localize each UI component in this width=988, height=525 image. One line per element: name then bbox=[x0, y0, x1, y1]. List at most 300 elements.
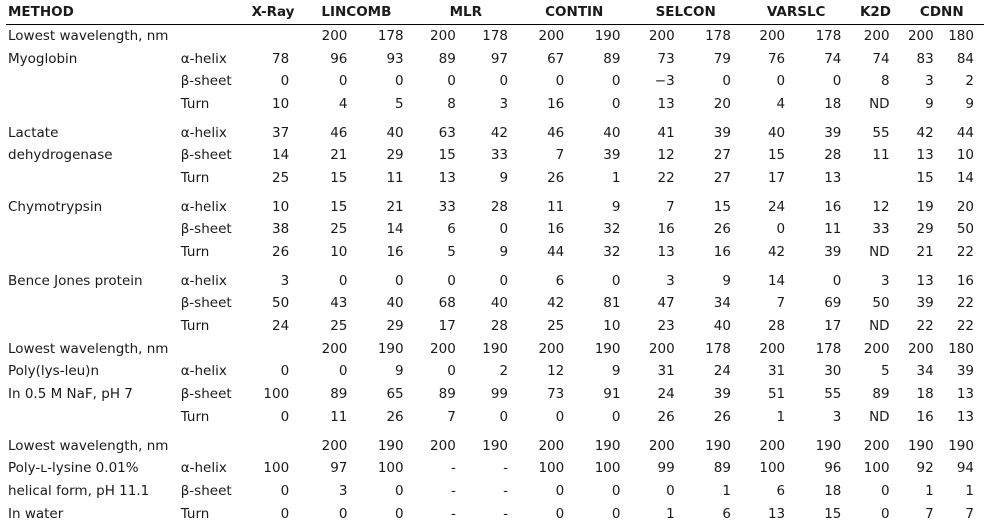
table-cell: 1 bbox=[776, 408, 786, 425]
table-cell: 178 bbox=[482, 27, 509, 44]
table-cell: 0 bbox=[338, 272, 348, 289]
table-cell: 0 bbox=[499, 221, 509, 238]
table-cell: 20 bbox=[713, 95, 731, 112]
table-cell: 67 bbox=[547, 50, 565, 67]
table-cell: 7 bbox=[965, 505, 974, 522]
table-cell: 0 bbox=[555, 482, 565, 499]
table-cell: 0 bbox=[395, 482, 404, 499]
table-cell: 16 bbox=[386, 244, 404, 261]
table-cell: 5 bbox=[395, 95, 404, 112]
row-label: dehydrogenase bbox=[8, 147, 113, 164]
table-cell: 0 bbox=[611, 408, 621, 425]
row-label: In water bbox=[8, 505, 64, 522]
table-cell bbox=[247, 337, 299, 360]
table-cell: 0 bbox=[280, 505, 290, 522]
table-cell: 190 bbox=[482, 340, 509, 357]
table-cell: 11 bbox=[330, 408, 348, 425]
table-cell: 50 bbox=[271, 295, 290, 312]
table-cell: 33 bbox=[438, 198, 456, 215]
structure-label bbox=[179, 337, 247, 360]
table-cell: 12 bbox=[547, 363, 565, 380]
row-label bbox=[6, 292, 179, 315]
table-cell: 40 bbox=[767, 124, 786, 141]
table-cell: 200 bbox=[538, 340, 565, 357]
table-row bbox=[6, 167, 984, 190]
table-cell: 0 bbox=[395, 505, 404, 522]
table-cell: 0 bbox=[776, 73, 786, 90]
table-cell: 18 bbox=[824, 95, 842, 112]
secondary-structure-table bbox=[6, 0, 984, 525]
table-cell: 200 bbox=[538, 27, 565, 44]
table-cell: 43 bbox=[330, 295, 348, 312]
table-cell: 1 bbox=[722, 482, 731, 499]
header-contin: CONTIN bbox=[545, 3, 604, 20]
table-cell: 0 bbox=[832, 272, 842, 289]
table-cell: 65 bbox=[386, 386, 404, 403]
table-cell: 10 bbox=[330, 244, 348, 261]
table-cell: 89 bbox=[603, 50, 621, 67]
table-cell: 50 bbox=[956, 221, 974, 238]
table-cell: 0 bbox=[611, 272, 621, 289]
table-cell: 100 bbox=[863, 460, 890, 477]
table-cell: 190 bbox=[815, 437, 842, 454]
table-row bbox=[6, 189, 984, 218]
table-cell: 0 bbox=[611, 73, 621, 90]
table-cell: 5 bbox=[880, 363, 890, 380]
table-cell: 3 bbox=[338, 482, 348, 499]
table-cell: 84 bbox=[956, 50, 974, 67]
table-cell: 190 bbox=[482, 437, 509, 454]
table-cell: 13 bbox=[657, 95, 675, 112]
table-cell: 6 bbox=[447, 221, 456, 238]
structure-label: Turn bbox=[180, 408, 210, 425]
table-cell: 200 bbox=[863, 340, 890, 357]
table-cell: 26 bbox=[386, 408, 404, 425]
table-cell: 39 bbox=[956, 363, 974, 380]
table-cell: 11 bbox=[547, 198, 565, 215]
row-label bbox=[6, 218, 179, 241]
table-cell: 17 bbox=[824, 318, 842, 335]
table-cell: 30 bbox=[824, 363, 842, 380]
table-cell: 11 bbox=[872, 147, 890, 164]
table-cell: 9 bbox=[722, 272, 731, 289]
table-cell: 42 bbox=[547, 295, 565, 312]
table-cell: 0 bbox=[447, 272, 456, 289]
structure-label: α-helix bbox=[180, 363, 227, 380]
table-cell: 42 bbox=[916, 124, 934, 141]
table-cell: 0 bbox=[338, 363, 348, 380]
table-cell: ND bbox=[869, 244, 890, 261]
header-xray: X-Ray bbox=[251, 3, 295, 20]
table-cell: 10 bbox=[603, 318, 621, 335]
table-cell: 0 bbox=[611, 95, 621, 112]
table-row bbox=[6, 337, 984, 360]
table-cell: 4 bbox=[776, 95, 786, 112]
structure-label: β-sheet bbox=[180, 386, 232, 403]
table-cell: 11 bbox=[824, 221, 842, 238]
table-cell: 19 bbox=[916, 198, 934, 215]
table-row bbox=[6, 502, 984, 525]
table-cell: 50 bbox=[872, 295, 890, 312]
structure-label: β-sheet bbox=[180, 482, 232, 499]
table-cell: 0 bbox=[832, 73, 842, 90]
table-cell: 38 bbox=[271, 221, 290, 238]
table-cell: 100 bbox=[538, 460, 565, 477]
row-label: Lactate bbox=[8, 124, 59, 141]
table-cell: 24 bbox=[657, 386, 675, 403]
table-cell: 7 bbox=[555, 147, 565, 164]
table-cell: 6 bbox=[555, 272, 565, 289]
table-cell: 81 bbox=[603, 295, 621, 312]
table-cell: 200 bbox=[907, 340, 934, 357]
table-row bbox=[6, 428, 984, 457]
table-cell: 200 bbox=[538, 437, 565, 454]
table-cell: 22 bbox=[657, 169, 675, 186]
table-cell: 21 bbox=[916, 244, 934, 261]
table-cell: 100 bbox=[263, 386, 290, 403]
table-cell: 89 bbox=[872, 386, 890, 403]
table-cell: 9 bbox=[499, 169, 509, 186]
header-lincomb: LINCOMB bbox=[321, 3, 392, 20]
table-cell: 10 bbox=[271, 95, 290, 112]
table-cell: 7 bbox=[447, 408, 456, 425]
table-cell: 0 bbox=[555, 408, 565, 425]
row-label: Lowest wavelength, nm bbox=[8, 340, 169, 357]
table-cell: 190 bbox=[594, 27, 621, 44]
table-cell: 200 bbox=[321, 27, 348, 44]
structure-label: Turn bbox=[180, 169, 210, 186]
table-cell: 55 bbox=[872, 124, 890, 141]
table-row bbox=[6, 315, 984, 338]
table-cell: 14 bbox=[956, 169, 974, 186]
table-cell: - bbox=[450, 505, 456, 522]
table-cell: 17 bbox=[767, 169, 786, 186]
header-k2d: K2D bbox=[859, 3, 891, 20]
table-cell: 16 bbox=[956, 272, 974, 289]
table-cell: 0 bbox=[666, 482, 675, 499]
structure-label: α-helix bbox=[180, 272, 227, 289]
table-cell: 46 bbox=[330, 124, 348, 141]
table-cell: 89 bbox=[438, 50, 456, 67]
table-cell: 200 bbox=[430, 437, 456, 454]
table-cell bbox=[247, 428, 299, 457]
table-cell: 69 bbox=[824, 295, 842, 312]
table-cell: 15 bbox=[824, 505, 842, 522]
table-cell: 15 bbox=[713, 198, 731, 215]
table-cell: 16 bbox=[547, 95, 565, 112]
table-cell: 22 bbox=[916, 318, 934, 335]
table-cell: 200 bbox=[321, 437, 348, 454]
row-label: Myoglobin bbox=[8, 50, 78, 67]
table-cell: 7 bbox=[666, 198, 675, 215]
table-cell: 178 bbox=[705, 340, 731, 357]
table-cell: 21 bbox=[330, 147, 348, 164]
table-cell: 13 bbox=[916, 147, 934, 164]
table-cell: 13 bbox=[657, 244, 675, 261]
table-cell: 200 bbox=[907, 27, 934, 44]
table-cell: 73 bbox=[657, 50, 675, 67]
table-cell: 0 bbox=[447, 73, 456, 90]
table-cell: 7 bbox=[925, 505, 934, 522]
table-cell: 16 bbox=[824, 198, 842, 215]
table-cell: 190 bbox=[705, 437, 731, 454]
table-cell: 28 bbox=[824, 147, 842, 164]
table-cell: 25 bbox=[330, 221, 348, 238]
structure-label bbox=[179, 428, 247, 457]
table-cell: 27 bbox=[713, 147, 731, 164]
table-cell: 16 bbox=[657, 221, 675, 238]
table-cell: 0 bbox=[776, 221, 786, 238]
table-cell: 39 bbox=[824, 124, 842, 141]
table-cell: 40 bbox=[490, 295, 509, 312]
table-cell: 78 bbox=[271, 50, 290, 67]
table-cell: 40 bbox=[603, 124, 621, 141]
table-cell: 74 bbox=[872, 50, 890, 67]
table-row bbox=[6, 263, 984, 292]
table-cell: 16 bbox=[916, 408, 934, 425]
table-cell: ND bbox=[869, 318, 890, 335]
table-cell: 190 bbox=[594, 340, 621, 357]
row-label: Chymotrypsin bbox=[8, 198, 103, 215]
table-cell: 42 bbox=[767, 244, 786, 261]
table-cell: 5 bbox=[447, 244, 456, 261]
table-cell: 180 bbox=[948, 27, 974, 44]
table-cell: 14 bbox=[271, 147, 290, 164]
table-cell: 14 bbox=[386, 221, 404, 238]
structure-label: β-sheet bbox=[180, 295, 232, 312]
table-cell: 13 bbox=[438, 169, 456, 186]
table-cell: 29 bbox=[916, 221, 934, 238]
table-cell: 96 bbox=[330, 50, 348, 67]
table-cell: 32 bbox=[603, 221, 621, 238]
table-cell: 0 bbox=[499, 272, 509, 289]
table-cell: 39 bbox=[824, 244, 842, 261]
table-cell: 40 bbox=[386, 124, 404, 141]
table-cell: 29 bbox=[386, 147, 404, 164]
table-cell: 1 bbox=[965, 482, 974, 499]
table-row bbox=[6, 93, 984, 116]
table-cell: 97 bbox=[330, 460, 348, 477]
table-cell: 178 bbox=[377, 27, 404, 44]
table-cell: 44 bbox=[956, 124, 974, 141]
table-cell: 25 bbox=[547, 318, 565, 335]
table-cell: 8 bbox=[880, 73, 890, 90]
table-cell: 9 bbox=[925, 95, 934, 112]
table-cell: 26 bbox=[713, 221, 731, 238]
table-cell: 12 bbox=[872, 198, 890, 215]
table-cell: 15 bbox=[330, 169, 348, 186]
table-row bbox=[6, 144, 984, 167]
table-cell: 16 bbox=[713, 244, 731, 261]
table-cell: 55 bbox=[824, 386, 842, 403]
table-cell: 34 bbox=[916, 363, 934, 380]
table-cell: 26 bbox=[657, 408, 675, 425]
table-cell: 0 bbox=[395, 73, 404, 90]
table-cell: 34 bbox=[713, 295, 731, 312]
table-cell: 22 bbox=[956, 295, 974, 312]
table-cell: 33 bbox=[490, 147, 509, 164]
table-cell: - bbox=[450, 460, 456, 477]
table-cell: 93 bbox=[386, 50, 404, 67]
table-cell: 0 bbox=[499, 408, 509, 425]
table-cell: 73 bbox=[547, 386, 565, 403]
table-cell: 18 bbox=[824, 482, 842, 499]
table-cell: 6 bbox=[776, 482, 786, 499]
table-cell: 16 bbox=[547, 221, 565, 238]
table-cell: 79 bbox=[713, 50, 731, 67]
table-row bbox=[6, 406, 984, 429]
table-cell: 22 bbox=[956, 318, 974, 335]
header-cdnn: CDNN bbox=[919, 3, 964, 20]
table-cell: 2 bbox=[965, 73, 974, 90]
structure-label: Turn bbox=[180, 318, 210, 335]
table-cell: 89 bbox=[713, 460, 731, 477]
table-cell: 200 bbox=[648, 340, 675, 357]
structure-label bbox=[179, 24, 247, 47]
table-cell: 47 bbox=[657, 295, 675, 312]
table-cell: 0 bbox=[280, 408, 290, 425]
table-row bbox=[6, 292, 984, 315]
table-cell: 178 bbox=[705, 27, 731, 44]
table-cell: 25 bbox=[330, 318, 348, 335]
table-cell: 4 bbox=[338, 95, 348, 112]
structure-label: β-sheet bbox=[180, 221, 232, 238]
table-cell: 200 bbox=[759, 340, 786, 357]
table-cell: 39 bbox=[603, 147, 621, 164]
header-selcon: SELCON bbox=[655, 3, 716, 20]
table-cell: 15 bbox=[767, 147, 786, 164]
table-cell: 190 bbox=[377, 340, 404, 357]
table-cell: 7 bbox=[776, 295, 786, 312]
table-cell: 40 bbox=[386, 295, 404, 312]
table-cell: 8 bbox=[447, 95, 456, 112]
table-cell: 190 bbox=[594, 437, 621, 454]
table-cell: 13 bbox=[956, 386, 974, 403]
table-cell: 178 bbox=[815, 340, 842, 357]
table-cell: - bbox=[503, 482, 509, 499]
table-cell: 23 bbox=[657, 318, 675, 335]
table-cell: 27 bbox=[713, 169, 731, 186]
table-cell: 0 bbox=[611, 482, 621, 499]
table-cell: 3 bbox=[880, 272, 890, 289]
table-cell: 0 bbox=[280, 73, 290, 90]
table-cell: 91 bbox=[603, 386, 621, 403]
row-label bbox=[6, 93, 179, 116]
table-cell: 63 bbox=[438, 124, 456, 141]
table-row bbox=[6, 70, 984, 93]
table-cell: 3 bbox=[666, 272, 675, 289]
table-header bbox=[6, 0, 984, 24]
table-cell: 200 bbox=[648, 437, 675, 454]
table-cell: 28 bbox=[767, 318, 786, 335]
structure-label: α-helix bbox=[180, 50, 227, 67]
table-cell: 200 bbox=[648, 27, 675, 44]
table-cell: 44 bbox=[547, 244, 565, 261]
table-cell: 31 bbox=[767, 363, 786, 380]
table-cell: 83 bbox=[916, 50, 934, 67]
table-cell: 15 bbox=[330, 198, 348, 215]
table-cell: 0 bbox=[611, 505, 621, 522]
table-cell: 39 bbox=[713, 124, 731, 141]
table-cell: 15 bbox=[438, 147, 456, 164]
table-cell: 0 bbox=[338, 505, 348, 522]
table-cell: 22 bbox=[956, 244, 974, 261]
row-label bbox=[6, 406, 179, 429]
header-varslc: VARSLC bbox=[766, 3, 826, 20]
row-label: Poly-ʟ-lysine 0.01% bbox=[8, 460, 139, 477]
table-cell: - bbox=[450, 482, 456, 499]
table-cell: 18 bbox=[916, 386, 934, 403]
table-row bbox=[6, 47, 984, 70]
table-cell: 33 bbox=[872, 221, 890, 238]
table-cell: 24 bbox=[713, 363, 731, 380]
table-cell: 0 bbox=[880, 505, 890, 522]
table-cell: 25 bbox=[271, 169, 290, 186]
table-cell: 1 bbox=[925, 482, 934, 499]
table-cell: 190 bbox=[377, 437, 404, 454]
table-cell: - bbox=[503, 505, 509, 522]
table-cell: 9 bbox=[611, 363, 621, 380]
table-cell: 100 bbox=[759, 460, 786, 477]
structure-label: Turn bbox=[180, 244, 210, 261]
table-row bbox=[6, 360, 984, 383]
table-row bbox=[6, 383, 984, 406]
table-body bbox=[6, 24, 984, 525]
table-cell: 9 bbox=[395, 363, 404, 380]
table-cell: 0 bbox=[338, 73, 348, 90]
table-cell: 15 bbox=[916, 169, 934, 186]
header-mlr: MLR bbox=[449, 3, 483, 20]
table-cell: 28 bbox=[490, 198, 509, 215]
table-cell: 96 bbox=[824, 460, 842, 477]
table-cell: 200 bbox=[863, 437, 890, 454]
structure-label: Turn bbox=[180, 505, 210, 522]
row-label bbox=[6, 70, 179, 93]
table-cell: 99 bbox=[490, 386, 509, 403]
table-cell: 190 bbox=[948, 437, 974, 454]
table-cell: 24 bbox=[271, 318, 290, 335]
table-cell: 0 bbox=[555, 73, 565, 90]
table-cell: 3 bbox=[832, 408, 842, 425]
table-cell: 180 bbox=[948, 340, 974, 357]
table-cell: 17 bbox=[438, 318, 456, 335]
structure-label: Turn bbox=[180, 95, 210, 112]
table-cell: 0 bbox=[555, 505, 565, 522]
table-cell bbox=[851, 167, 899, 190]
table-cell: 32 bbox=[603, 244, 621, 261]
row-label: Poly(lys-leu)n bbox=[8, 363, 100, 380]
table-cell: 0 bbox=[447, 363, 456, 380]
row-label: In 0.5 M NaF, pH 7 bbox=[8, 386, 133, 403]
table-cell: 40 bbox=[713, 318, 731, 335]
table-cell: ND bbox=[869, 408, 890, 425]
table-cell: 200 bbox=[321, 340, 348, 357]
table-cell: 29 bbox=[386, 318, 404, 335]
structure-label: β-sheet bbox=[180, 147, 232, 164]
table-cell: 10 bbox=[956, 147, 974, 164]
table-cell: 74 bbox=[824, 50, 842, 67]
structure-label: α-helix bbox=[180, 124, 227, 141]
row-label: Lowest wavelength, nm bbox=[8, 437, 169, 454]
table-cell: 41 bbox=[657, 124, 675, 141]
structure-label: α-helix bbox=[180, 460, 227, 477]
table-cell: 94 bbox=[956, 460, 974, 477]
table-cell: 99 bbox=[657, 460, 675, 477]
table-cell: 13 bbox=[956, 408, 974, 425]
table-cell: 100 bbox=[263, 460, 290, 477]
table-row bbox=[6, 457, 984, 480]
table-cell: −3 bbox=[654, 73, 675, 90]
